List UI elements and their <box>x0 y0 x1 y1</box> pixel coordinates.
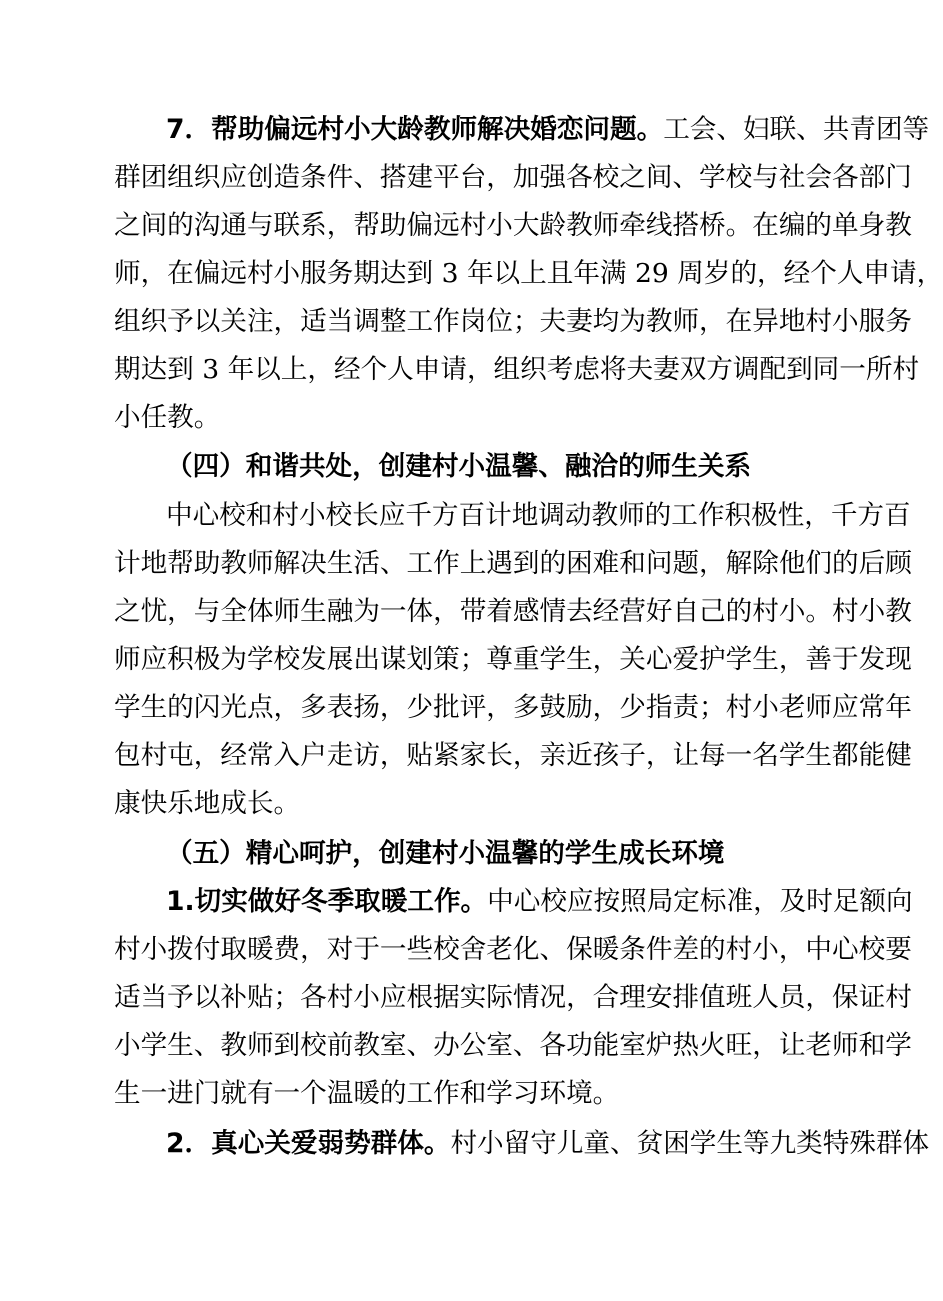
section5-item2-text: 村小留守儿童、贫困学生等九类特殊群体 <box>450 1128 930 1159</box>
body-line: 康快乐地成长。 <box>114 788 301 819</box>
item7-text: 工会、妇联、共青团等 <box>663 114 930 145</box>
body-line: 之间的沟通与联系，帮助偏远村小大龄教师牵线搭桥。在编的单身教 <box>114 210 912 241</box>
body-line: 师，在偏远村小服务期达到 3 年以上且年满 29 周岁的，经个人申请， <box>114 258 943 289</box>
section5-heading: （五）精心呵护，创建村小温馨的学生成长环境 <box>166 838 725 869</box>
body-line: 小任教。 <box>114 402 221 433</box>
body-line: 学生的闪光点，多表扬，少批评，多鼓励，少指责；村小老师应常年 <box>114 692 912 723</box>
body-line: 适当予以补贴；各村小应根据实际情况，合理安排值班人员，保证村 <box>114 982 912 1013</box>
section5-item1-line-1 <box>166 882 913 922</box>
body-line: 群团组织应创造条件、搭建平台，加强各校之间、学校与社会各部门 <box>114 162 912 193</box>
body-line: 计地帮助教师解决生活、工作上遇到的困难和问题，解除他们的后顾 <box>114 548 912 579</box>
section4-heading: （四）和谐共处，创建村小温馨、融洽的师生关系 <box>166 451 752 482</box>
body-line: 村小拨付取暖费，对于一些校舍老化、保暖条件差的村小，中心校要 <box>114 934 912 965</box>
body-line: 小学生、教师到校前教室、办公室、各功能室炉热火旺，让老师和学 <box>114 1030 912 1061</box>
body-line: 之忧，与全体师生融为一体，带着感情去经营好自己的村小。村小教 <box>114 596 912 627</box>
body-line: 包村屯，经常入户走访，贴紧家长，亲近孩子，让每一名学生都能健 <box>114 740 912 771</box>
item7-line-1 <box>166 110 930 150</box>
section5-item2-title: 2．真心关爱弱势群体。 <box>166 1128 451 1159</box>
body-line: 中心校和村小校长应千方百计地调动教师的工作积极性，千方百 <box>166 500 911 531</box>
section5-item1-title: 1.切实做好冬季取暖工作。 <box>166 886 488 917</box>
body-line: 师应积极为学校发展出谋划策；尊重学生，关心爱护学生，善于发现 <box>114 644 912 675</box>
body-line: 组织予以关注，适当调整工作岗位；夫妻均为教师，在异地村小服务 <box>114 306 912 337</box>
body-line: 生一进门就有一个温暖的工作和学习环境。 <box>114 1078 620 1109</box>
item7-title: 7．帮助偏远村小大龄教师解决婚恋问题。 <box>166 114 664 145</box>
body-line: 期达到 3 年以上，经个人申请，组织考虑将夫妻双方调配到同一所村 <box>114 354 920 385</box>
section5-item2-line-1 <box>166 1124 930 1164</box>
section5-item1-text: 中心校应按照局定标准，及时足额向 <box>487 886 913 917</box>
